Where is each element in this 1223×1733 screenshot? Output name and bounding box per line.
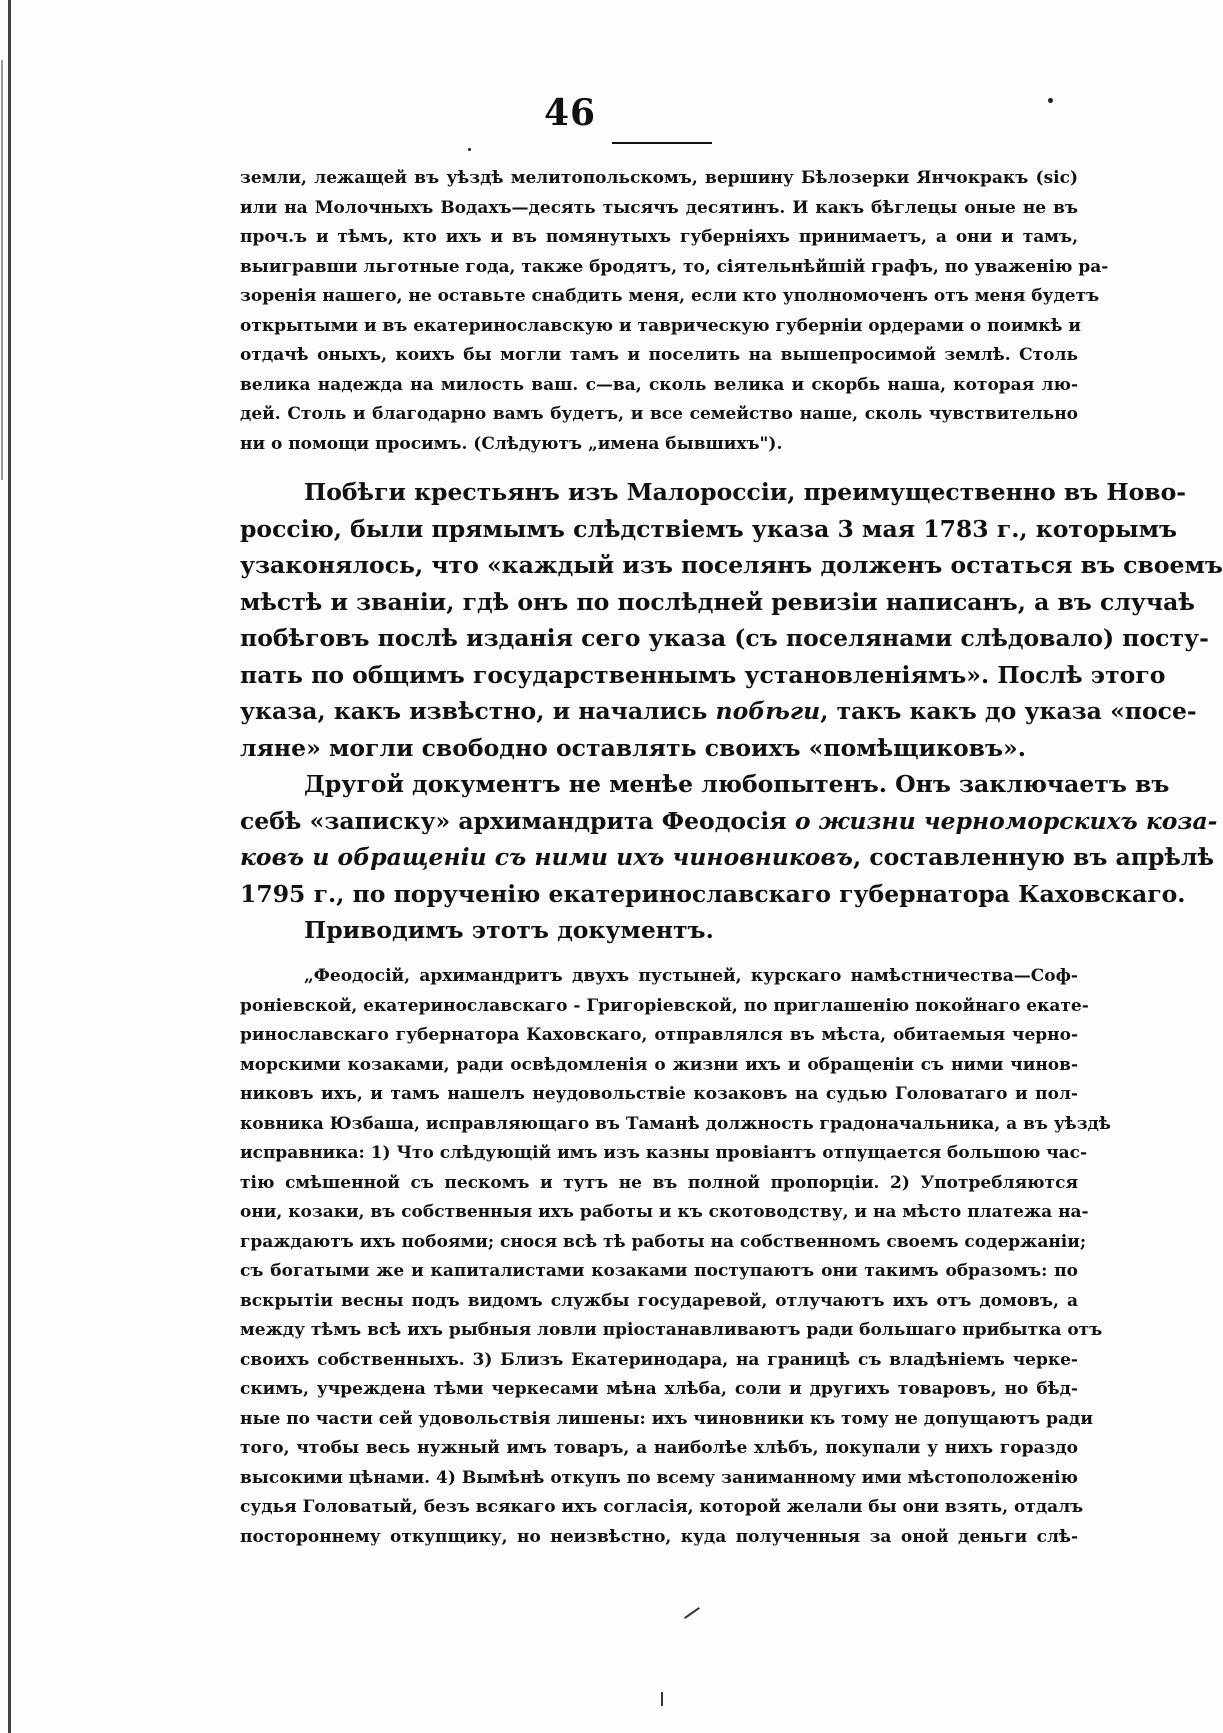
text-line: постороннему откупщику, но неизвѣстно, куда полученныя за оной деньги слѣ-	[240, 1526, 1078, 1547]
text-line: никовъ ихъ, и тамъ нашелъ неудовольствіе козаковъ на судью Головатаго и пол-	[240, 1084, 1078, 1104]
text-line: ные по части сей удовольствія лишены: ихъ чиновники къ тому не допущаютъ ради	[240, 1408, 1093, 1429]
text-line: выигравши льготные года, также бродятъ, то, сіятельнѣйшій графъ, по уваженію ра-	[240, 256, 1109, 277]
quoted-document	[240, 962, 1111, 1552]
text-line: земли, лежащей въ уѣздѣ мелитопольскомъ, вершину Бѣлозерки Янчокракъ (sic)	[240, 168, 1078, 188]
scan-border-left	[8, 0, 11, 1733]
page-number-rule	[612, 142, 712, 144]
scan-mark	[661, 1692, 663, 1706]
text-line: отдачѣ оныхъ, коихъ бы могли тамъ и поселить на вышепросимой землѣ. Столь	[240, 345, 1078, 365]
scan-speck	[468, 148, 471, 151]
paragraph-theodosius-note	[240, 766, 1218, 912]
text-line: ни о помощи просимъ. (Слѣдуютъ „имена бывшихъ").	[240, 433, 783, 454]
text-line: между тѣмъ всѣ ихъ рыбныя ловли пріостанавливаютъ ради большаго прибытка отъ	[240, 1320, 1103, 1340]
text-line: исправника: 1) Что слѣдующій имъ изъ казны провіантъ отпущается большою час-	[240, 1143, 1088, 1163]
text-line: ринославскаго губернатора Каховскаго, отправлялся въ мѣста, обитаемыя черно-	[240, 1025, 1078, 1045]
text-line: или на Молочныхъ Водахъ—десять тысячъ десятинъ. И какъ бѣглецы оные не въ	[240, 197, 1078, 218]
emphasis-run: о жизни черноморскихъ коза-	[794, 806, 1218, 835]
text-line: мѣстѣ и званіи, гдѣ онъ по послѣдней ревизіи написанъ, а въ случаѣ	[240, 587, 1195, 616]
paragraph-runaway-peasants	[240, 474, 1223, 766]
text-line: велика надежда на милость ваш. с—ва, сколь велика и скорбь наша, которая лю-	[240, 374, 1078, 395]
text-line: дей. Столь и благодарно вамъ будетъ, и все семейство наше, сколь чувствительно	[240, 404, 1078, 424]
text-line: Приводимъ этотъ документъ.	[304, 916, 714, 944]
text-line: ляне» могли свободно оставлять своихъ «помѣщиковъ».	[240, 733, 1026, 762]
emphasis-run: ковъ и обращеніи съ ними ихъ чиновниковъ	[240, 843, 853, 871]
text-line: ковника Юзбаша, исправляющаго въ Таманѣ должность градоначальника, а въ уѣздѣ	[240, 1113, 1111, 1134]
text-line: россію, были прямымъ слѣдствіемъ указа 3 мая 1783 г., которымъ	[240, 514, 1178, 543]
text-line: побѣговъ послѣ изданія сего указа (съ поселянами слѣдовало) посту-	[240, 624, 1209, 652]
paragraph-introduce-document	[240, 912, 1078, 949]
text-line: они, козаки, въ собственныя ихъ работы и къ скотоводству, и на мѣсто платежа на-	[240, 1202, 1089, 1222]
text-line: открытыми и въ екатеринославскую и таврическую губерніи ордерами о поимкѣ и	[240, 315, 1082, 336]
text-line: высокими цѣнами. 4) Вымѣнѣ откупъ по всему заниманному ими мѣстоположенію	[240, 1467, 1078, 1488]
text-run: , составленную въ апрѣлѣ	[853, 843, 1215, 871]
text-line: Побѣги крестьянъ изъ Малороссіи, преимущественно въ Ново-	[304, 478, 1187, 506]
text-line: судья Головатый, безъ всякаго ихъ согласія, которой желали бы они взять, отдалъ	[240, 1497, 1084, 1517]
top-fragment-paragraph	[240, 164, 1109, 459]
page-number: 46	[543, 92, 597, 134]
text-line: граждаютъ ихъ побоями; снося всѣ тѣ работы на собственномъ своемъ содержаніи;	[240, 1231, 1087, 1252]
text-line: морскими козаками, ради освѣдомленія о жизни ихъ и обращеніи съ ними чинов-	[240, 1054, 1078, 1075]
text-line: того, чтобы весь нужный имъ товаръ, а наиболѣе хлѣбъ, покупали у нихъ гораздо	[240, 1438, 1078, 1458]
text-line: своихъ собственныхъ. 3) Близъ Екатеринодара, на границѣ съ владѣніемъ черке-	[240, 1349, 1078, 1370]
text-line: тію смѣшенной съ пескомъ и тутъ не въ полной пропорціи. 2) Употребляются	[240, 1172, 1078, 1193]
text-line: проч.ъ и тѣмъ, кто ихъ и въ помянутыхъ губерніяхъ принимаетъ, а они и тамъ,	[240, 227, 1078, 247]
text-line: зоренія нашего, не оставьте снабдить меня, если кто уполномоченъ отъ меня будетъ	[240, 286, 1100, 306]
text-line: Другой документъ не менѣе любопытенъ. Онъ заключаетъ въ	[304, 770, 1170, 798]
text-line: узаконялось, что «каждый изъ поселянъ долженъ остаться въ своемъ	[240, 551, 1223, 579]
text-run: , такъ какъ до указа «посе-	[820, 697, 1197, 725]
text-run: себѣ «записку» архимандрита Феодосія	[240, 806, 795, 835]
text-line: 1795 г., по порученію екатеринославскаго губернатора Каховскаго.	[240, 879, 1186, 908]
text-line: пать по общимъ государственнымъ установленіямъ». Послѣ этого	[240, 660, 1166, 689]
text-line: вскрытіи весны подъ видомъ службы государевой, отлучаютъ ихъ отъ домовъ, а	[240, 1290, 1078, 1311]
text-line: скимъ, учреждена тѣми черкесами мѣна хлѣба, соли и другихъ товаровъ, но бѣд-	[240, 1379, 1078, 1399]
text-line	[240, 803, 1218, 840]
text-line: роніевской, екатеринославскаго - Григоріевской, по приглашенію покойнаго екате-	[240, 995, 1089, 1016]
emphasis-run: побѣги	[715, 697, 821, 725]
scan-mark	[684, 1607, 700, 1619]
text-line	[240, 839, 1215, 876]
text-line: „Феодосій, архимандритъ двухъ пустыней, курскаго намѣстничества—Соф-	[304, 966, 1078, 986]
text-line: съ богатыми же и капиталистами козаками поступаютъ они такимъ образомъ: по	[240, 1261, 1078, 1281]
text-run: указа, какъ извѣстно, и начались	[240, 697, 716, 725]
text-line	[240, 693, 1197, 730]
